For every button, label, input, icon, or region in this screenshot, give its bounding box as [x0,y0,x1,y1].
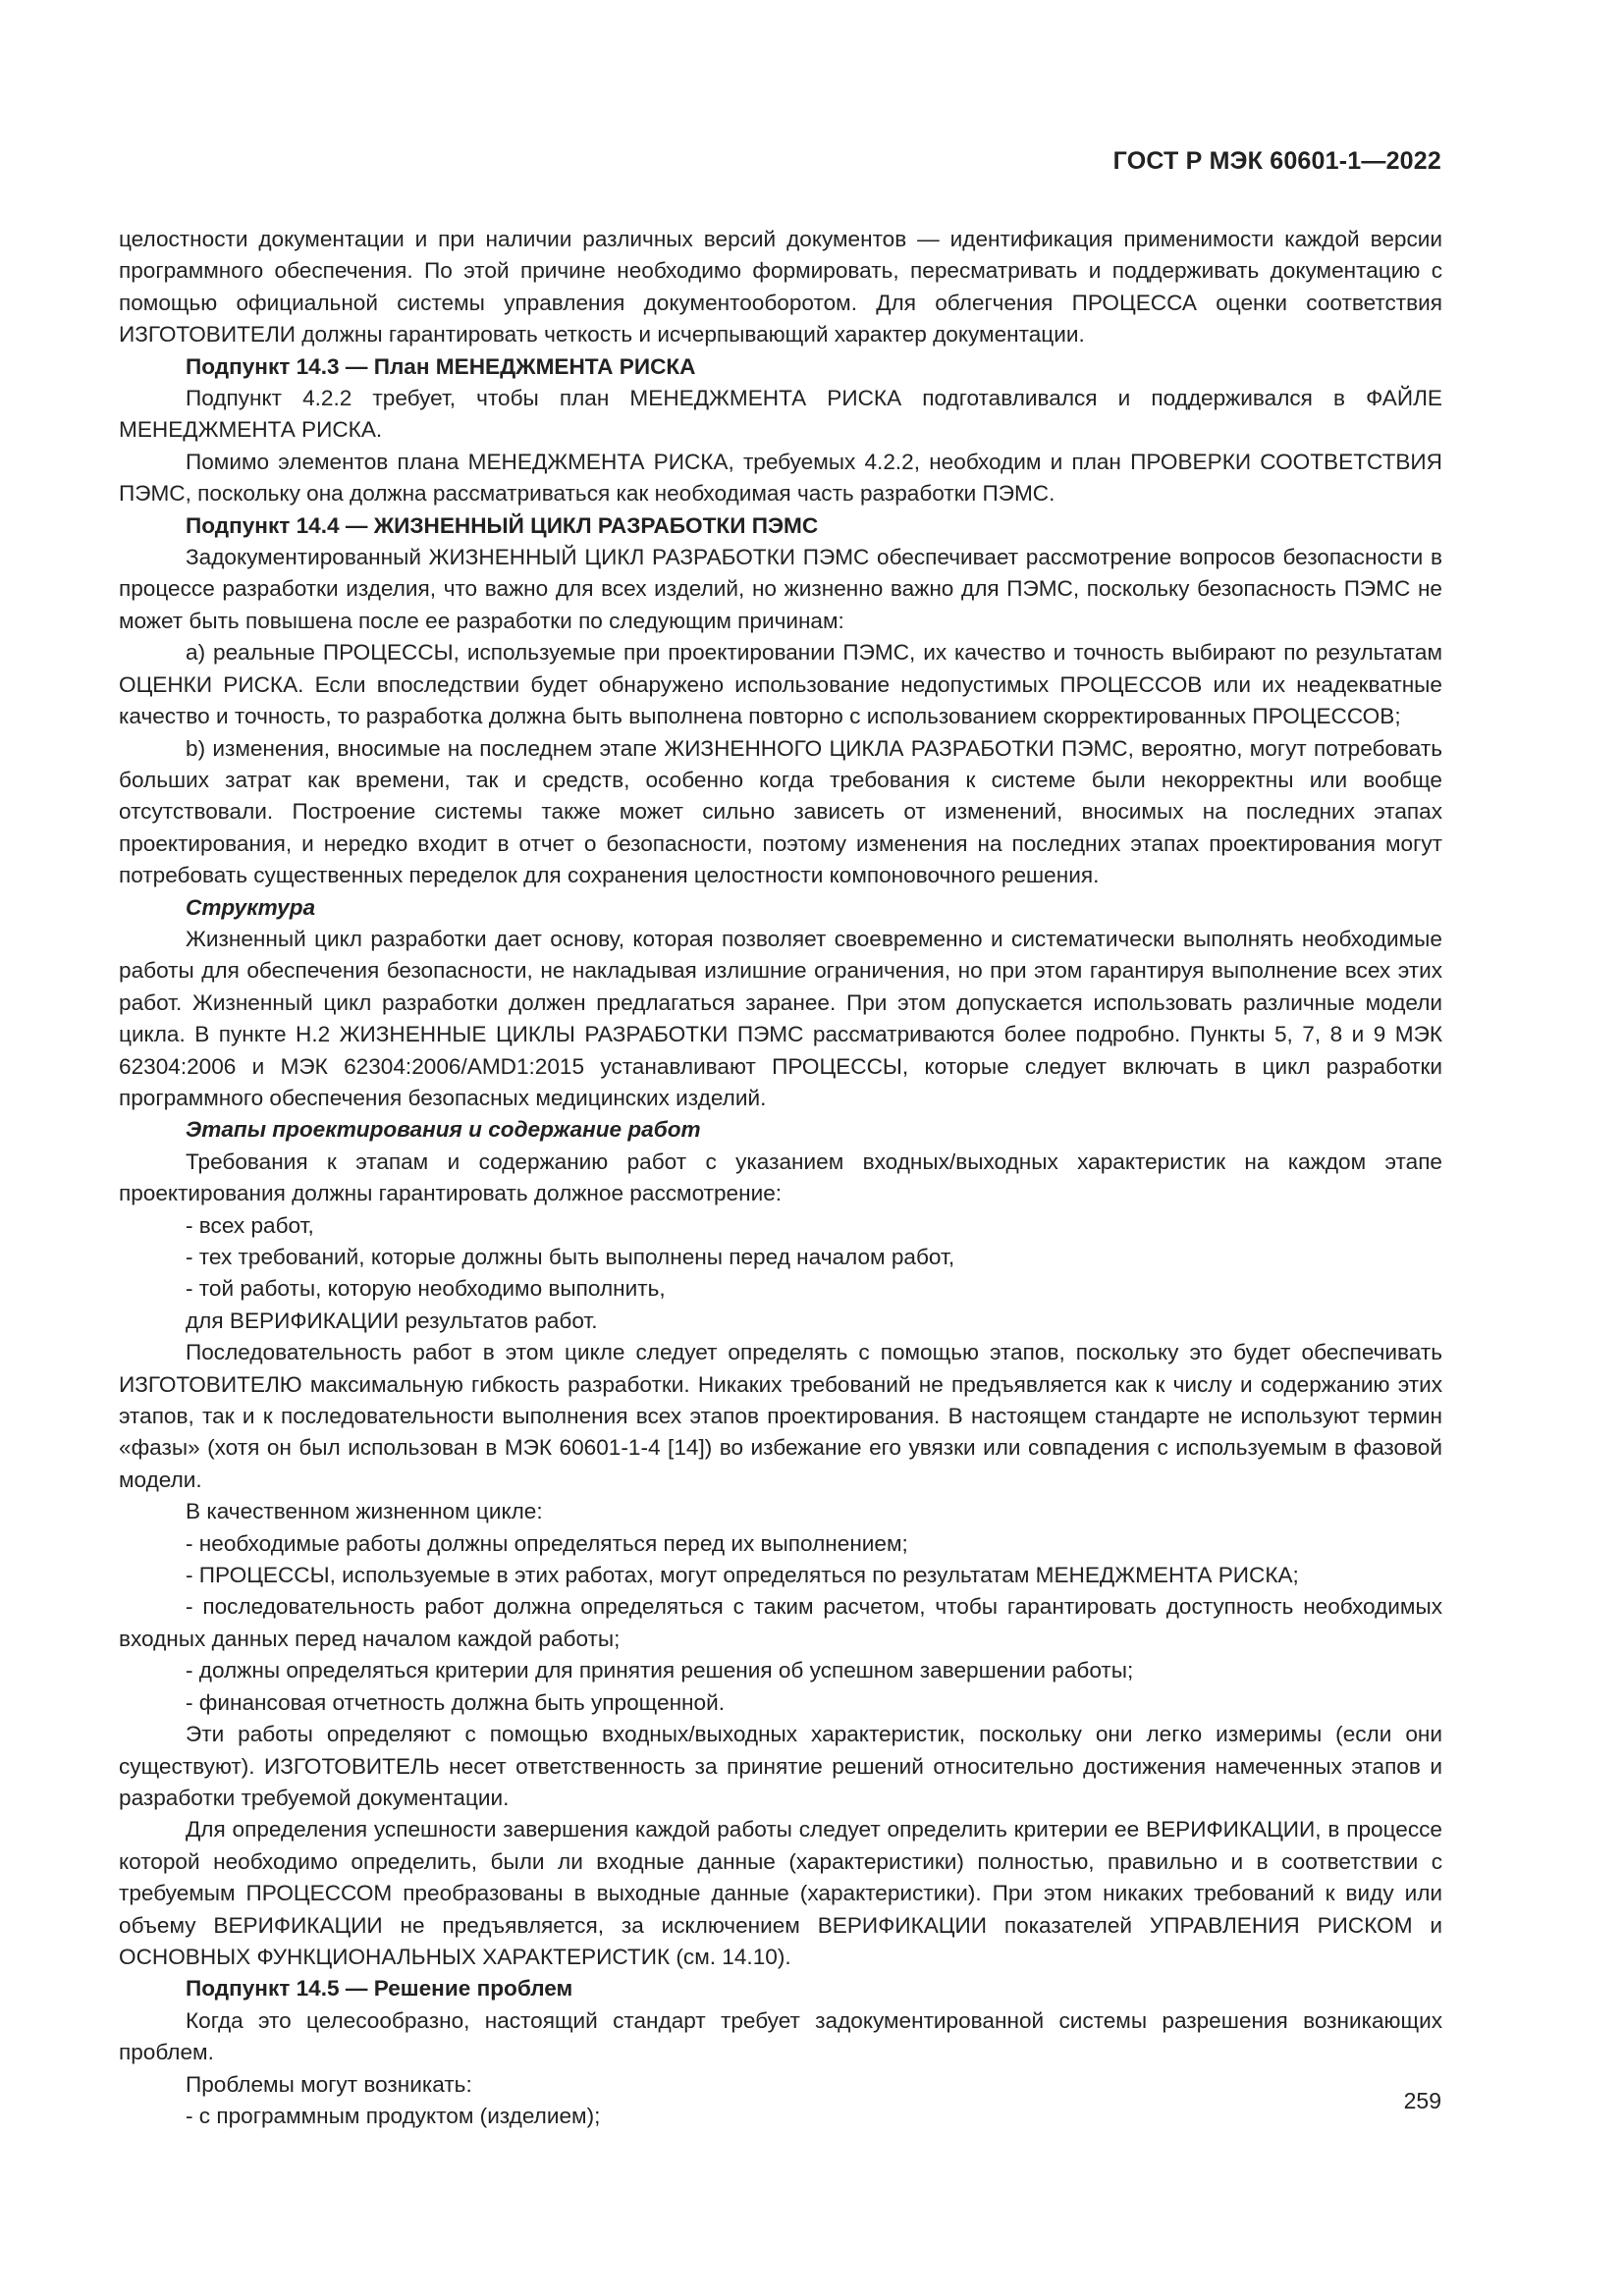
paragraph: для ВЕРИФИКАЦИИ результатов работ. [186,1308,598,1333]
paragraph: целостности документации и при наличии различных версий документов — идентификация применимости каждой версии программного обеспечения. По этой причине необходимо формировать, пересматривать и поддерживать документацию с помощью официальной системы управления документооборотом. Для облегчения ПРОЦЕССА оценки соответствия ИЗГОТОВИТЕЛИ должны гарантировать четкость и исчерпывающий характер документации. [119,227,1442,347]
document-body [119,224,1442,2132]
paragraph: Эти работы определяют с помощью входных/выходных характеристик, поскольку они легко измеримы (если они существуют). ИЗГОТОВИТЕЛЬ несет ответственность за принятие решений относительно достижения намеченных этапов и разработки требуемой документации. [119,1722,1442,1810]
list-item: - всех работ, [186,1212,314,1238]
list-item: - финансовая отчетность должна быть упрощенной. [186,1689,725,1715]
list-item: - необходимые работы должны определяться перед их выполнением; [186,1530,908,1556]
paragraph: Проблемы могут возникать: [186,2071,472,2097]
list-item: - той работы, которую необходимо выполнить, [186,1276,666,1302]
paragraph: Подпункт 4.2.2 требует, чтобы план МЕНЕДЖМЕНТА РИСКА подготавливался и поддерживался в ФАЙЛЕ МЕНЕДЖМЕНТА РИСКА. [119,386,1442,443]
list-item: b) изменения, вносимые на последнем этапе ЖИЗНЕННОГО ЦИКЛА РАЗРАБОТКИ ПЭМС, вероятно, могут потребовать больших затрат как времени, так и средств, особенно когда требования к системе были некорректны или вообще отсутствовали. Построение системы также может сильно зависеть от изменений, вносимых на последних этапах проектирования, и нередко входит в отчет о безопасности, поэтому изменения на последних этапах проектирования могут потребовать существенных переделок для сохранения целостности компоновочного решения. [119,735,1442,888]
section-heading: Подпункт 14.3 — План МЕНЕДЖМЕНТА РИСКА [186,353,696,379]
paragraph: Жизненный цикл разработки дает основу, которая позволяет своевременно и систематически выполнять необходимые работы для обеспечения безопасности, не накладывая излишние ограничения, но при этом гарантируя выполнение всех этих работ. Жизненный цикл разработки должен предлагаться заранее. При этом допускается использовать различные модели цикла. В пункте Н.2 ЖИЗНЕННЫЕ ЦИКЛЫ РАЗРАБОТКИ ПЭМС рассматриваются более подробно. Пункты 5, 7, 8 и 9 МЭК 62304:2006 и МЭК 62304:2006/AMD1:2015 устанавливают ПРОЦЕССЫ, которые следует включать в цикл разработки программного обеспечения безопасных медицинских изделий. [119,926,1442,1110]
list-item: - с программным продуктом (изделием); [186,2103,601,2128]
list-item: a) реальные ПРОЦЕССЫ, используемые при проектировании ПЭМС, их качество и точность выбирают по результатам ОЦЕНКИ РИСКА. Если впоследствии будет обнаружено использование недопустимых ПРОЦЕССОВ или их неадекватные качество и точность, то разработка должна быть выполнена повторно с использованием скорректированных ПРОЦЕССОВ; [119,640,1442,729]
paragraph: Помимо элементов плана МЕНЕДЖМЕНТА РИСКА, требуемых 4.2.2, необходим и план ПРОВЕРКИ СООТВЕТСТВИЯ ПЭМС, поскольку она должна рассматриваться как необходимая часть разработки ПЭМС. [119,449,1442,507]
paragraph: Задокументированный ЖИЗНЕННЫЙ ЦИКЛ РАЗРАБОТКИ ПЭМС обеспечивает рассмотрение вопросов безопасности в процессе разработки изделия, что важно для всех изделий, но жизненно важно для ПЭМС, поскольку безопасность ПЭМС не может быть повышена после ее разработки по следующим причинам: [119,545,1442,633]
section-heading: Подпункт 14.5 — Решение проблем [186,1976,573,2002]
paragraph: В качественном жизненном цикле: [186,1499,543,1524]
paragraph: Последовательность работ в этом цикле следует определять с помощью этапов, поскольку это будет обеспечивать ИЗГОТОВИТЕЛЮ максимальную гибкость разработки. Никаких требований не предъявляется как к числу и содержанию этих этапов, так и к последовательности выполнения всех этапов проектирования. В настоящем стандарте не используют термин «фазы» (хотя он был использован в МЭК 60601-1-4 [14]) во избежание его увязки или совпадения с используемым в фазовой модели. [119,1340,1442,1492]
list-item: - должны определяться критерии для принятия решения об успешном завершении работы; [186,1658,1134,1683]
subsection-heading: Структура [186,894,316,920]
paragraph: Когда это целесообразно, настоящий стандарт требует задокументированной системы разрешения возникающих проблем. [119,2007,1442,2065]
subsection-heading: Этапы проектирования и содержание работ [186,1117,701,1143]
section-heading: Подпункт 14.4 — ЖИЗНЕННЫЙ ЦИКЛ РАЗРАБОТКИ ПЭМС [186,512,819,538]
paragraph: Для определения успешности завершения каждой работы следует определить критерии ее ВЕРИФИКАЦИИ, в процессе которой необходимо определить, были ли входные данные (характеристики) полностью, правильно и в соответствии с требуемым ПРОЦЕССОМ преобразованы в выходные данные (характеристики). При этом никаких требований к виду или объему ВЕРИФИКАЦИИ не предъявляется, за исключением ВЕРИФИКАЦИИ показателей УПРАВЛЕНИЯ РИСКОМ и ОСНОВНЫХ ФУНКЦИОНАЛЬНЫХ ХАРАКТЕРИСТИК (см. 14.10). [119,1817,1442,1969]
paragraph: Требования к этапам и содержанию работ с указанием входных/выходных характеристик на каждом этапе проектирования должны гарантировать должное рассмотрение: [119,1148,1442,1206]
list-item: - тех требований, которые должны быть выполнены перед началом работ, [186,1245,955,1269]
list-item: - последовательность работ должна определяться с таким расчетом, чтобы гарантировать доступность необходимых входных данных перед началом каждой работы; [119,1594,1442,1651]
page-number: 259 [1403,2088,1441,2113]
document-header: ГОСТ Р МЭК 60601-1—2022 [1112,147,1441,175]
list-item: - ПРОЦЕССЫ, используемые в этих работах, могут определяться по результатам МЕНЕДЖМЕНТА РИСКА; [186,1563,1299,1588]
